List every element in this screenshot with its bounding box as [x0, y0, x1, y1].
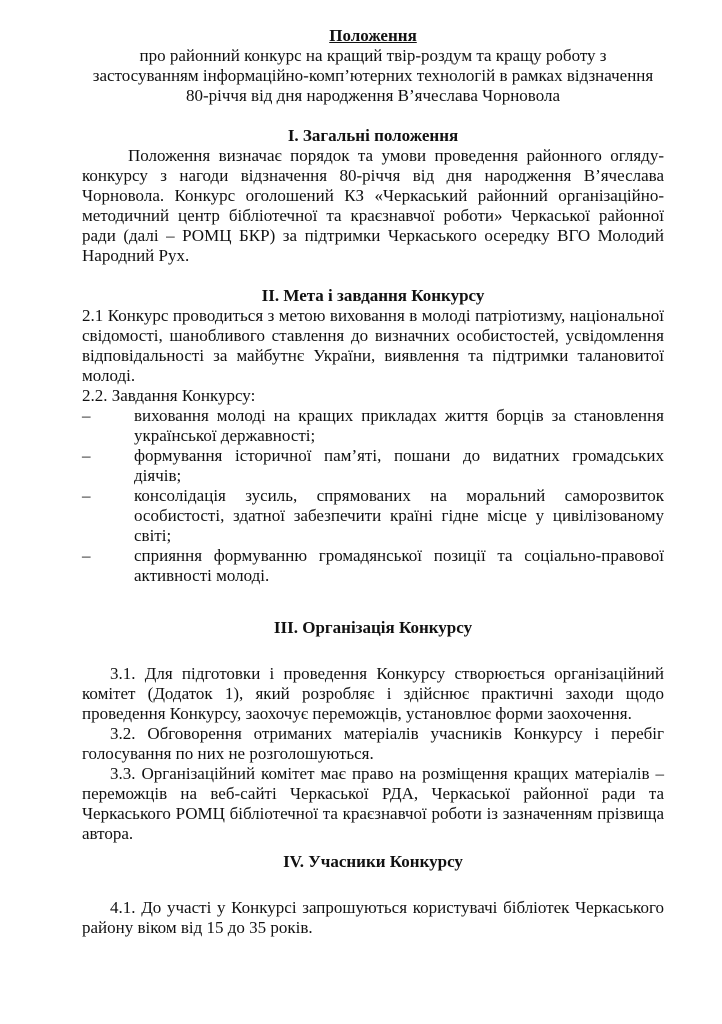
section-3-heading: ІІІ. Організація Конкурсу: [273, 618, 473, 637]
section-3-paragraph-2: 3.2. Обговорення отриманих матеріалів учасників Конкурсу і перебіг голосування по них не розголошуються.: [82, 724, 664, 763]
dash-marker: –: [82, 546, 91, 565]
section-2-heading: ІІ. Мета і завдання Конкурсу: [261, 286, 485, 305]
task-text: формування історичної пам’яті, пошани до видатних громадських діячів;: [134, 446, 664, 485]
section-1-paragraph: Положення визначає порядок та умови проведення районного огляду-конкурсу з нагоди відзначення 80-річчя від дня народження В’ячеслава Чорновола. Конкурс оголошений КЗ «Черкаський районний організаційно-методичний центр бібліотечної та краєзнавчої роботи» Черкаської районної ради (далі – РОМЦ БКР) за підтримки Черкаського осередку ВГО Молодий Народний Рух.: [82, 146, 664, 265]
task-list-item: [82, 486, 664, 546]
section-4-paragraph-1: 4.1. До участі у Конкурсі запрошуються користувачі бібліотек Черкаського району віком від 15 до 35 років.: [82, 898, 664, 937]
task-list-item: [82, 406, 664, 446]
task-text: консолідація зусиль, спрямованих на моральний саморозвиток особистості, здатної забезпечити країні гідне місце у цивілізованому світі;: [134, 486, 664, 545]
task-list-item: [82, 446, 664, 486]
document-subtitle-line-3: 80-річчя від дня народження В’ячеслава Чорновола: [185, 86, 561, 105]
section-4-heading: IV. Учасники Конкурсу: [283, 852, 463, 871]
document-subtitle-line-1: про районний конкурс на кращий твір-роздум та кращу роботу з: [139, 46, 607, 65]
task-text: сприяння формуванню громадянської позиції та соціально-правової активності молоді.: [134, 546, 664, 585]
document-subtitle-line-2: застосуванням інформаційно-комп’ютерних технологій в рамках відзначення: [92, 66, 654, 85]
dash-marker: –: [82, 486, 91, 505]
document-title: Положення: [329, 26, 417, 45]
dash-marker: –: [82, 406, 91, 425]
section-2-paragraph-1: 2.1 Конкурс проводиться з метою виховання в молоді патріотизму, національної свідомості, шанобливого ставлення до визначних особистостей, усвідомлення відповідальності за майбутнє України, виявлення та підтримки талановитої молоді.: [82, 306, 664, 385]
section-3-paragraph-1: 3.1. Для підготовки і проведення Конкурсу створюється організаційний комітет (Додаток 1), який розробляє і здійснює практичні заходи щодо проведення Конкурсу, заохочує переможців, установлює форми заохочення.: [82, 664, 664, 723]
task-list-item: [82, 546, 664, 586]
section-2-paragraph-2: 2.2. Завдання Конкурсу:: [82, 386, 256, 405]
task-text: виховання молоді на кращих прикладах життя борців за становлення української державності;: [134, 406, 664, 445]
dash-marker: –: [82, 446, 91, 465]
section-1-heading: І. Загальні положення: [287, 126, 459, 145]
section-3-paragraph-3: 3.3. Організаційний комітет має право на розміщення кращих матеріалів – переможців на веб-сайті Черкаської РДА, Черкаської районної ради та Черкаського РОМЦ бібліотечної та краєзнавчої роботи із зазначенням прізвища автора.: [82, 764, 664, 843]
